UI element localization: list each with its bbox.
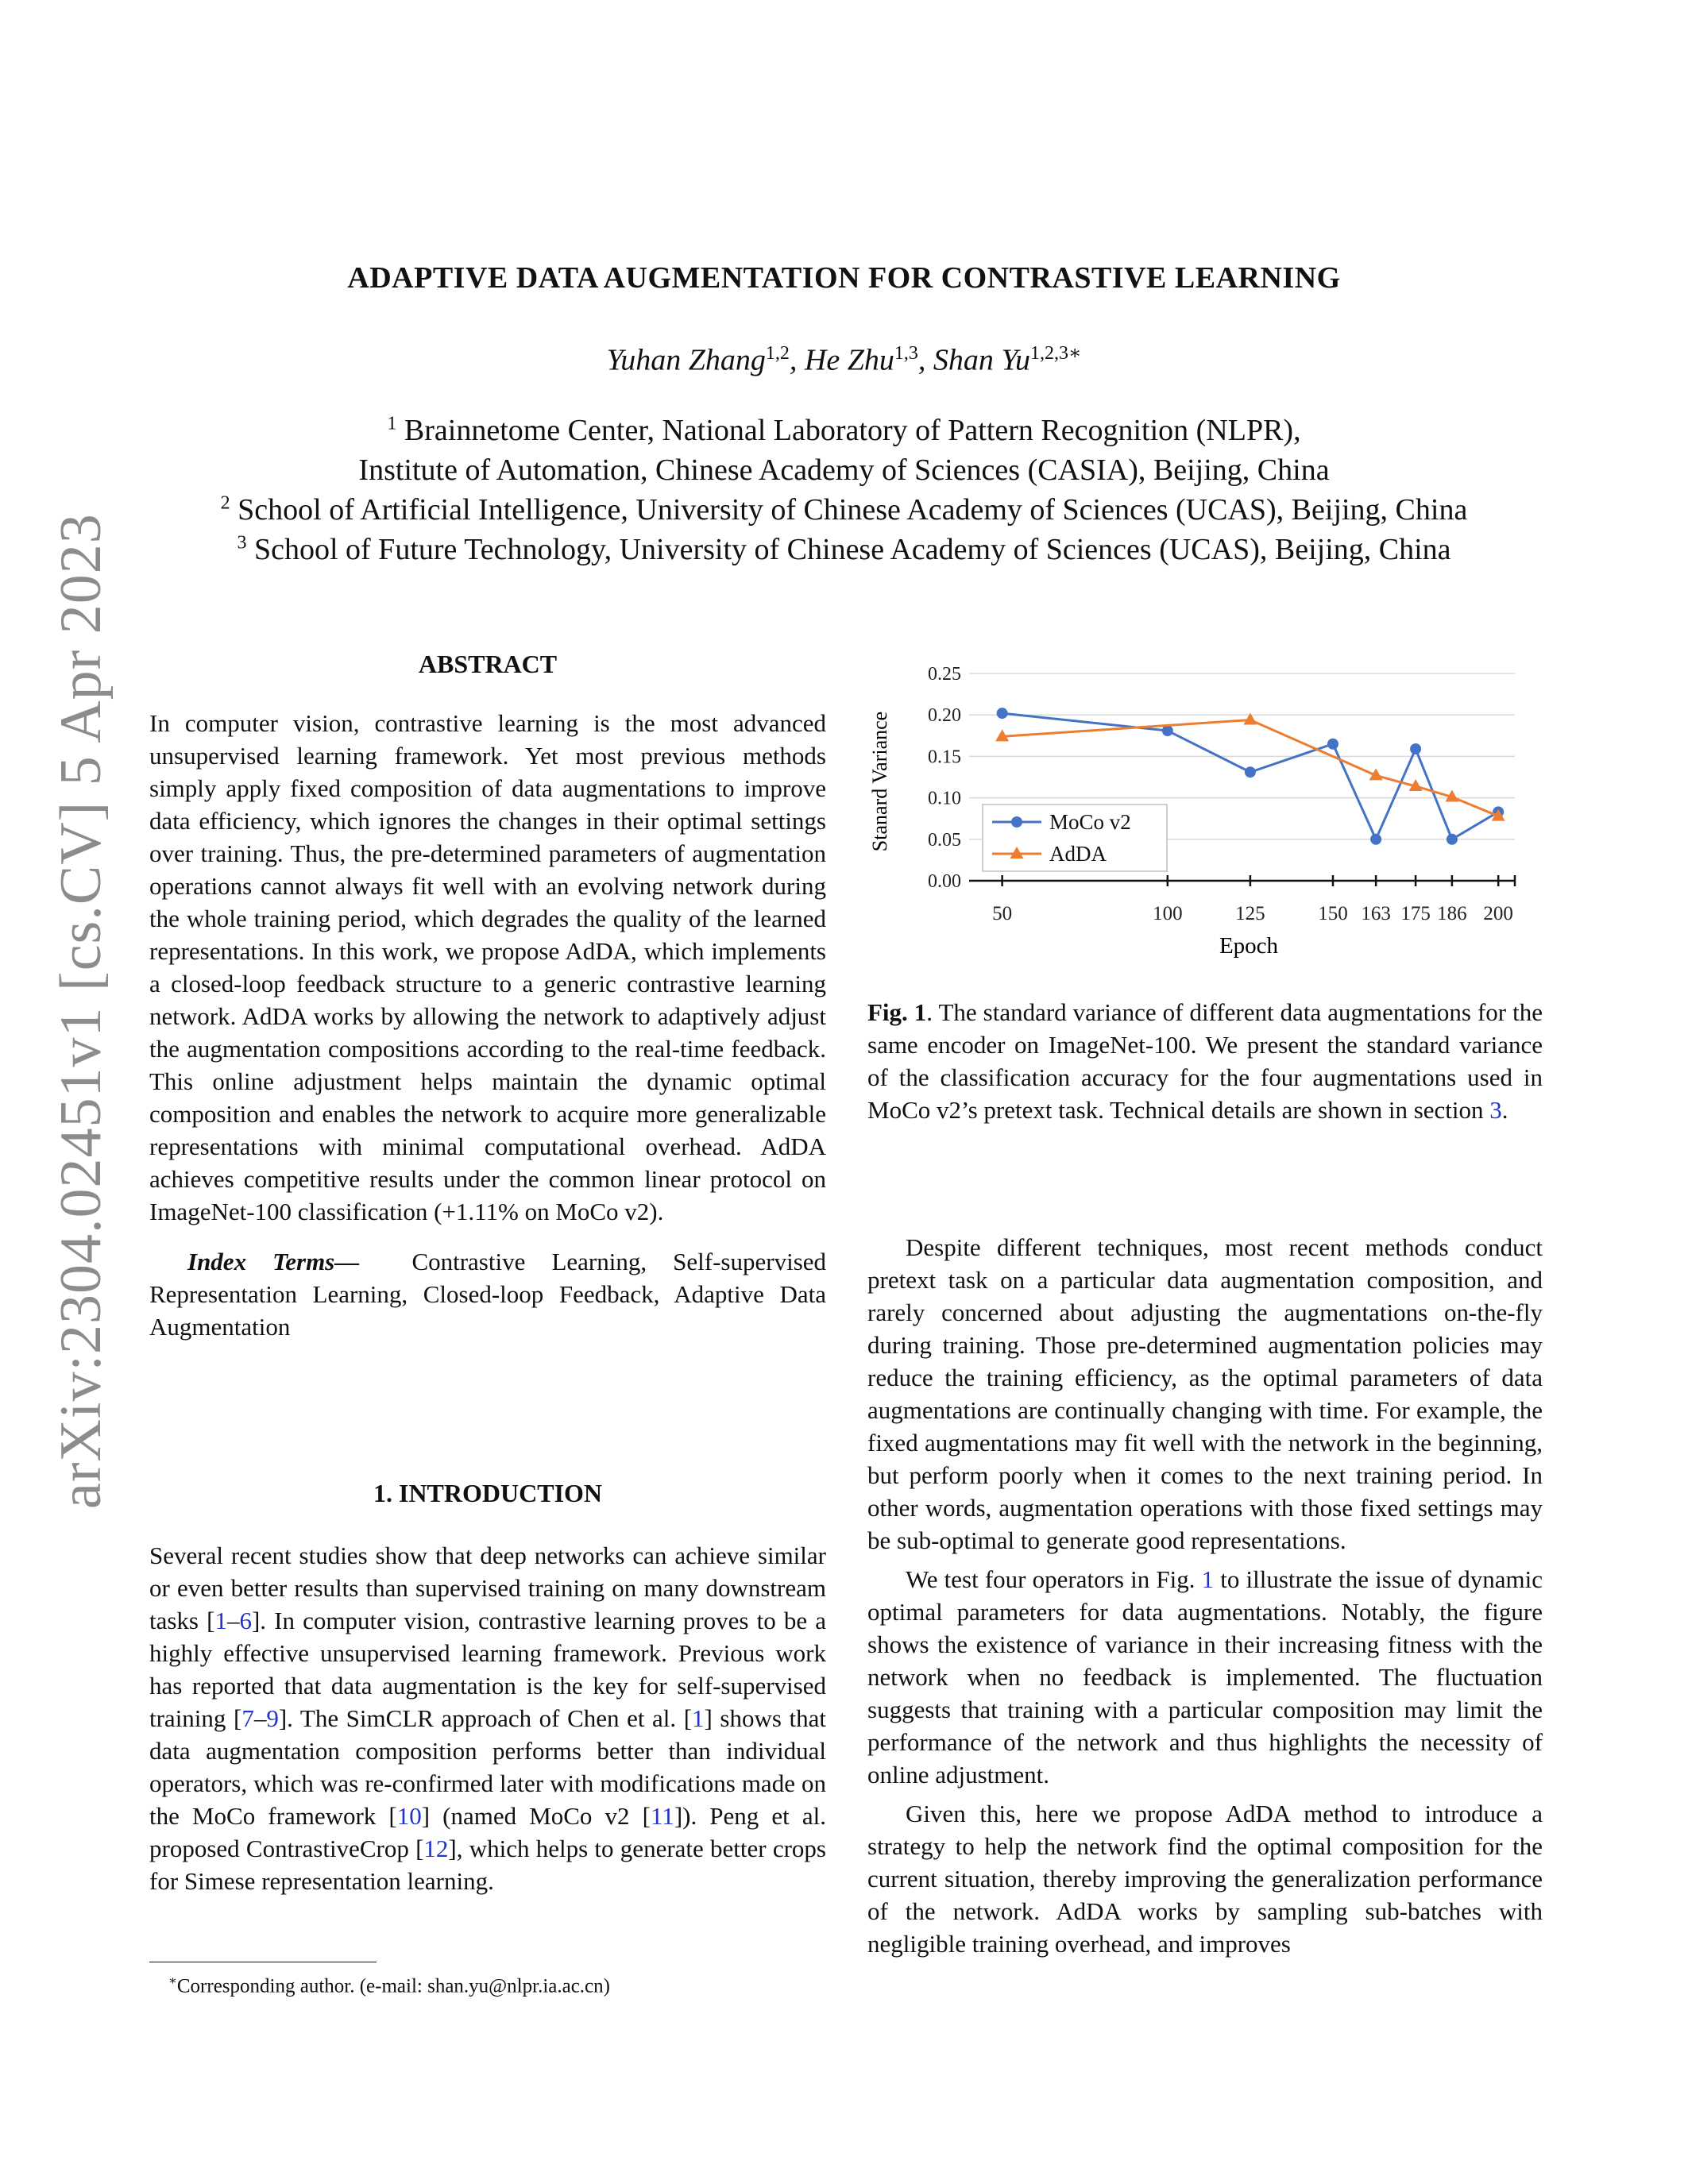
author-name: Shan Yu [933,343,1031,377]
abstract-section [149,707,826,1343]
citation-link[interactable]: 1 [214,1607,227,1634]
data-point [1447,834,1458,845]
citation-link[interactable]: 7 [241,1704,254,1732]
x-tick-label: 50 [992,903,1013,924]
y-tick-label: 0.25 [928,664,961,685]
caption-text: . The standard variance of different data augmentations for the same encoder on ImageNet-100. We present the standard variance of the classification accuracy for the four augmentations used in MoCo v2’s pretext task. Technical details are shown in section [867,998,1543,1124]
caption-label: Fig. 1 [867,998,927,1026]
author-sup: 1,2,3∗ [1030,343,1082,364]
y-tick-label: 0.10 [928,788,961,809]
affiliation-sup: 1 [387,413,397,434]
index-terms [149,1245,826,1343]
x-tick-label: 200 [1483,903,1513,924]
data-point [1327,739,1338,750]
data-point [997,708,1008,719]
x-tick-label: 163 [1361,903,1391,924]
index-terms-text: Contrastive Learning, Self-supervised Representation Learning, Closed-loop Feedback, Adaptive Data Augmentation [149,1248,827,1341]
citation-link[interactable]: 11 [650,1802,674,1830]
affiliation [0,453,1688,488]
figure-1-chart [867,658,1543,975]
citation-link[interactable]: 6 [239,1607,252,1634]
paper-title: ADAPTIVE DATA AUGMENTATION FOR CONTRASTIVE LEARNING [347,261,1341,295]
affiliation-sup: 2 [220,492,230,514]
footnote [168,1973,610,1997]
y-tick-label: 0.05 [928,829,961,851]
authors: Yuhan Zhang$^{1,2}$, He Zhu$^{1,3}$, Shan $Yu^{1,2,3∗}$ [606,343,1082,377]
body-paragraph: Given this, here we propose AdDA method to introduce a strategy to help the network find the optimal composition for the current situation, thereby improving the generalization performance of the network. AdDA works by sampling sub-batches with negligible training overhead, and improves [867,1800,1543,1958]
x-axis-label: Epoch [1219,933,1279,959]
x-tick-label: 100 [1153,903,1183,924]
affiliation [0,413,1688,448]
figure-link[interactable]: 1 [1201,1565,1215,1593]
x-tick-label: 125 [1235,903,1265,924]
abstract-text: In computer vision, contrastive learning is the most advanced unsupervised learning framework. Yet most previous methods simply apply fixed composition of data augmentations to improve data efficiency, which ignores the changes in their optimal settings over training. Thus, the pre-determined parameters of augmentation operations cannot always fit well with an evolving network during the whole training period, which degrades the quality of the learned representations. In this work, we propose AdDA, which implements a closed-loop feedback structure to a generic contrastive learning network. AdDA works by allowing the network to adaptively adjust the augmentation compositions according to the real-time feedback. This online adjustment helps maintain the dynamic optimal composition and enables the network to acquire more generalizable representations with minimal computational overhead. AdDA achieves competitive results under the common linear protocol on ImageNet-100 classification (+1.11% on MoCo v2). [149,709,826,1225]
y-axis-label: Stanard Variance [868,711,891,852]
x-tick-label: 150 [1318,903,1348,924]
abstract-heading [149,650,826,679]
affiliation [0,492,1688,527]
arxiv-stamp: arXiv:2304.02451v1 [cs.CV] 5 Apr 2023 [48,513,114,1509]
body-paragraph: Despite different techniques, most recent methods conduct pretext task on a particular data augmentation composition, and rarely concerned about adjusting the augmentations on-the-fly during training. Those pre-determined augmentation policies may reduce the training efficiency, as the optimal parameters of data augmentations are continually changing with time. For example, the fixed augmentations may fit well with the network in the beginning, but perform poorly when it comes to the next training period. In other words, augmentation operations with those fixed settings may be sub-optimal to generate good representations. [867,1233,1543,1554]
affiliation-text: School of Artificial Intelligence, University of Chinese Academy of Sciences (UCAS), Beijing, China [238,493,1468,527]
intro-section [149,1539,826,1897]
x-tick-label: 186 [1437,903,1467,924]
author-name: He Zhu [804,343,894,377]
legend-marker [1011,816,1022,828]
affiliation [0,532,1688,567]
author-name: Yuhan Zhang [606,343,766,377]
right-body [867,1231,1543,1960]
section-heading: 1. INTRODUCTION [373,1479,603,1507]
affiliation-sup: 3 [237,532,247,554]
citation-link[interactable]: 12 [423,1835,449,1862]
data-point [1410,743,1421,754]
footnote-sup: ∗ [168,1974,177,1988]
author-sup: 1,3 [894,343,918,364]
index-terms-label: Index Terms— [187,1248,360,1275]
y-tick-label: 0.20 [928,705,961,727]
section-link[interactable]: 3 [1489,1096,1502,1124]
affiliation-text: School of Future Technology, University of Chinese Academy of Sciences (UCAS), Beijing, China [253,533,1451,566]
citation-link[interactable]: 1 [692,1704,705,1732]
intro-paragraph: Several recent studies show that deep networks can achieve similar or even better results than supervised training on many downstream tasks [1–6]. In computer vision, contrastive learning proves to be a highly effective unsupervised learning framework. Previous work has reported that data augmentation is the key for self-supervised training [7–9]. The SimCLR approach of Chen et al. [1] shows that data augmentation composition performs better than individual operators, which was re-confirmed later with modifications made on the MoCo framework [10] (named MoCo v2 [11]). Peng et al. proposed ContrastiveCrop [12], which helps to generate better crops for Simese representation learning. [149,1542,827,1895]
affiliation-text: Brainnetome Center, National Laboratory of Pattern Recognition (NLPR), [404,414,1301,447]
body-paragraph: We test four operators in Fig. 1 to illustrate the issue of dynamic optimal parameters for data augmentations. Notably, the figure shows the existence of variance in their increasing fitness with the network when no feedback is implemented. The fluctuation suggests that training with a particular composition may limit the performance of the network and thus highlights the necessity of online adjustment. [867,1565,1543,1788]
section-heading: ABSTRACT [418,650,558,678]
intro-heading [149,1479,826,1508]
figure-caption: Fig. 1. The standard variance of different data augmentations for the same encoder on ImageNet-100. We present the standard variance of the classification accuracy for the four augmentations used in MoCo v2’s pretext task. Technical details are shown in section 3. [867,998,1543,1124]
y-tick-label: 0.00 [928,871,961,892]
legend-label: AdDA [1049,842,1107,866]
x-tick-label: 175 [1400,903,1431,924]
author-sup: 1,2 [765,343,790,364]
data-point [1370,834,1381,845]
data-point [1245,766,1256,778]
footnote-text: Corresponding author. (e-mail: shan.yu@nlpr.ia.ac.cn) [176,1975,610,1997]
citation-link[interactable]: 10 [396,1802,422,1830]
affiliation-text: Institute of Automation, Chinese Academy of Sciences (CASIA), Beijing, China [358,453,1330,487]
y-tick-label: 0.15 [928,747,961,768]
citation-link[interactable]: 9 [266,1704,279,1732]
legend-label: MoCo v2 [1049,810,1131,834]
